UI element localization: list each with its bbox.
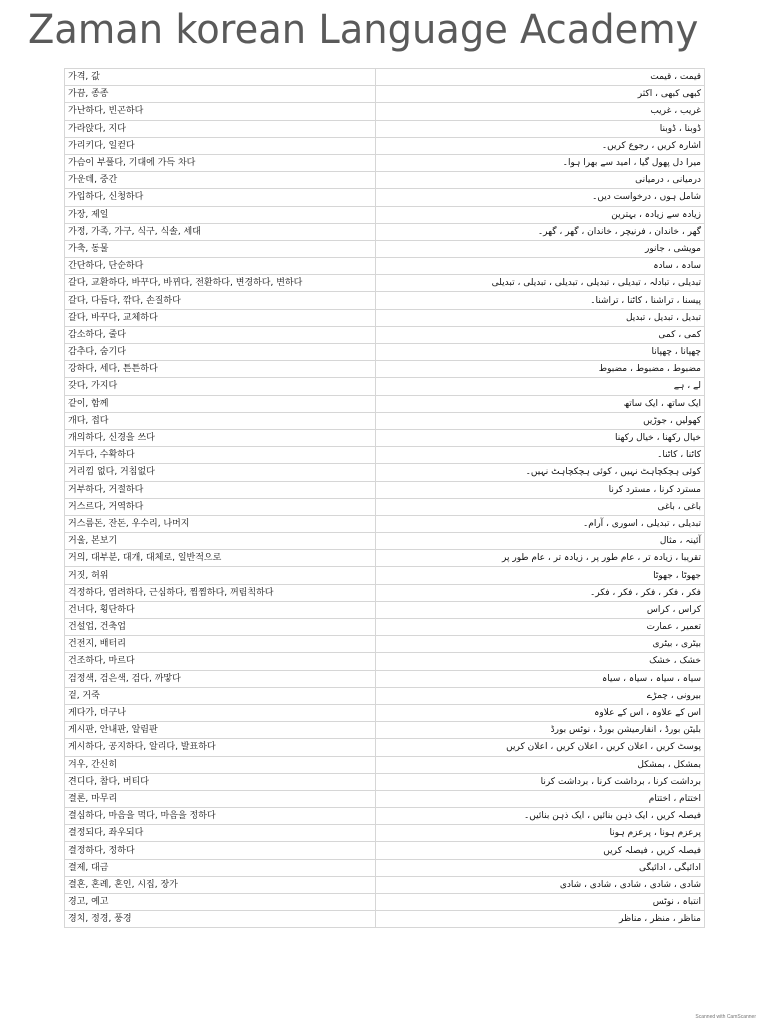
table-row (65, 120, 705, 137)
urdu-translation-cell: بلیٹن بورڈ ، انفارمیشن بورڈ ، نوٹس بورڈ (376, 722, 705, 739)
urdu-translation-cell: پرعزم ہونا ، پرعزم ہونا (376, 825, 705, 842)
urdu-translation-cell: آئینہ ، مثال (376, 533, 705, 550)
table-row (65, 378, 705, 395)
table-row (65, 722, 705, 739)
korean-term-cell: 거울, 본보기 (65, 533, 376, 550)
korean-term-cell: 갖다, 가지다 (65, 378, 376, 395)
urdu-translation-cell: کمی ، کمی (376, 326, 705, 343)
korean-term-cell: 같이, 함께 (65, 395, 376, 412)
urdu-translation-cell: ایک ساتھ ، ایک ساتھ (376, 395, 705, 412)
urdu-translation-cell: ادائیگی ، ادائیگی (376, 859, 705, 876)
urdu-translation-cell: پیسنا ، تراشنا ، کاٹنا ، تراشنا۔ (376, 292, 705, 309)
urdu-translation-cell: لے ، ہے (376, 378, 705, 395)
table-row (65, 773, 705, 790)
korean-term-cell: 거부하다, 거절하다 (65, 481, 376, 498)
urdu-translation-cell: مناظر ، منظر ، مناظر (376, 911, 705, 928)
table-row (65, 86, 705, 103)
table-row (65, 361, 705, 378)
korean-term-cell: 가운데, 중간 (65, 172, 376, 189)
korean-term-cell: 게시하다, 공지하다, 알리다, 발표하다 (65, 739, 376, 756)
table-row (65, 447, 705, 464)
table-row (65, 515, 705, 532)
page-title: Zaman korean Language Academy (28, 7, 699, 53)
table-row (65, 498, 705, 515)
korean-term-cell: 결제, 대금 (65, 859, 376, 876)
korean-term-cell: 검정색, 검은색, 검다, 까맣다 (65, 670, 376, 687)
urdu-translation-cell: تبدیل ، تبدیل ، تبدیل (376, 309, 705, 326)
urdu-translation-cell: شامل ہوں ، درخواست دیں۔ (376, 189, 705, 206)
korean-term-cell: 가라앉다, 지다 (65, 120, 376, 137)
table-row (65, 172, 705, 189)
korean-term-cell: 거의, 대부분, 대개, 대체로, 일반적으로 (65, 550, 376, 567)
table-row (65, 292, 705, 309)
table-row (65, 790, 705, 807)
korean-term-cell: 경고, 예고 (65, 894, 376, 911)
table-row (65, 567, 705, 584)
table-row (65, 756, 705, 773)
urdu-translation-cell: تعمیر ، عمارت (376, 619, 705, 636)
urdu-translation-cell: باغی ، باغی (376, 498, 705, 515)
urdu-translation-cell: کوئی ہچکچاہٹ نہیں ، کوئی ہچکچاہٹ نہیں۔ (376, 464, 705, 481)
korean-term-cell: 가리키다, 일컫다 (65, 137, 376, 154)
urdu-translation-cell: کراس ، کراس (376, 601, 705, 618)
table-row (65, 550, 705, 567)
urdu-translation-cell: خشک ، خشک (376, 653, 705, 670)
urdu-translation-cell: بیرونی ، چمڑے (376, 687, 705, 704)
table-row (65, 842, 705, 859)
table-row (65, 309, 705, 326)
korean-term-cell: 가끔, 종종 (65, 86, 376, 103)
korean-term-cell: 겉, 거죽 (65, 687, 376, 704)
korean-term-cell: 거두다, 수확하다 (65, 447, 376, 464)
urdu-translation-cell: مضبوط ، مضبوط ، مضبوط (376, 361, 705, 378)
korean-term-cell: 거짓, 허위 (65, 567, 376, 584)
urdu-translation-cell: برداشت کرنا ، برداشت کرنا ، برداشت کرنا (376, 773, 705, 790)
urdu-translation-cell: فیصلہ کریں ، فیصلہ کریں (376, 842, 705, 859)
table-row (65, 154, 705, 171)
korean-term-cell: 가입하다, 신청하다 (65, 189, 376, 206)
table-row (65, 258, 705, 275)
table-row (65, 601, 705, 618)
urdu-translation-cell: مویشی ، جانور (376, 240, 705, 257)
table-row (65, 533, 705, 550)
korean-term-cell: 건조하다, 마르다 (65, 653, 376, 670)
table-row (65, 704, 705, 721)
urdu-translation-cell: بیٹری ، بیٹری (376, 636, 705, 653)
vocabulary-table-body (65, 69, 705, 928)
korean-term-cell: 건너다, 횡단하다 (65, 601, 376, 618)
korean-term-cell: 갈다, 교환하다, 바꾸다, 바뀌다, 전환하다, 변경하다, 변하다 (65, 275, 376, 292)
urdu-translation-cell: اشارہ کریں ، رجوع کریں۔ (376, 137, 705, 154)
urdu-translation-cell: زیادہ سے زیادہ ، بہترین (376, 206, 705, 223)
scanner-watermark: Scanned with CamScanner (695, 1014, 756, 1020)
urdu-translation-cell: تقریبا ، زیادہ تر ، عام طور پر ، زیادہ تر ، عام طور پر (376, 550, 705, 567)
urdu-translation-cell: درمیانی ، درمیانی (376, 172, 705, 189)
urdu-translation-cell: انتباہ ، نوٹس (376, 894, 705, 911)
table-row (65, 894, 705, 911)
urdu-translation-cell: کاٹنا ، کاٹنا۔ (376, 447, 705, 464)
korean-term-cell: 거스르다, 거역하다 (65, 498, 376, 515)
korean-term-cell: 가장, 제일 (65, 206, 376, 223)
korean-term-cell: 결혼, 혼례, 혼인, 시집, 장가 (65, 876, 376, 893)
korean-term-cell: 건전지, 배터리 (65, 636, 376, 653)
korean-term-cell: 가격, 값 (65, 69, 376, 86)
korean-term-cell: 견디다, 참다, 버티다 (65, 773, 376, 790)
urdu-translation-cell: مسترد کرنا ، مسترد کرنا (376, 481, 705, 498)
korean-term-cell: 강하다, 세다, 튼튼하다 (65, 361, 376, 378)
table-row (65, 223, 705, 240)
korean-term-cell: 개다, 접다 (65, 412, 376, 429)
table-row (65, 206, 705, 223)
korean-term-cell: 게시판, 안내판, 알림판 (65, 722, 376, 739)
urdu-translation-cell: کبھی کبھی ، اکثر (376, 86, 705, 103)
urdu-translation-cell: جھوٹا ، جھوٹا (376, 567, 705, 584)
urdu-translation-cell: غریب ، غریب (376, 103, 705, 120)
urdu-translation-cell: خیال رکھنا ، خیال رکھنا (376, 429, 705, 446)
korean-term-cell: 간단하다, 단순하다 (65, 258, 376, 275)
urdu-translation-cell: فکر ، فکر ، فکر ، فکر ، فکر۔ (376, 584, 705, 601)
urdu-translation-cell: سیاہ ، سیاہ ، سیاہ ، سیاہ (376, 670, 705, 687)
urdu-translation-cell: بمشکل ، بمشکل (376, 756, 705, 773)
korean-term-cell: 경치, 정경, 풍경 (65, 911, 376, 928)
vocabulary-table (64, 68, 705, 928)
table-row (65, 344, 705, 361)
table-row (65, 739, 705, 756)
urdu-translation-cell: شادی ، شادی ، شادی ، شادی ، شادی (376, 876, 705, 893)
urdu-translation-cell: کھولیں ، جوڑیں (376, 412, 705, 429)
table-row (65, 825, 705, 842)
table-row (65, 636, 705, 653)
urdu-translation-cell: چھپانا ، چھپانا (376, 344, 705, 361)
table-row (65, 137, 705, 154)
korean-term-cell: 걱정하다, 염려하다, 근심하다, 찜찜하다, 꺼림칙하다 (65, 584, 376, 601)
table-row (65, 584, 705, 601)
korean-term-cell: 개의하다, 신경을 쓰다 (65, 429, 376, 446)
table-row (65, 412, 705, 429)
korean-term-cell: 가슴이 부풀다, 기대에 가득 차다 (65, 154, 376, 171)
table-row (65, 653, 705, 670)
urdu-translation-cell: پوسٹ کریں ، اعلان کریں ، اعلان کریں ، اعلان کریں (376, 739, 705, 756)
korean-term-cell: 갈다, 바꾸다, 교체하다 (65, 309, 376, 326)
urdu-translation-cell: قیمت ، قیمت (376, 69, 705, 86)
table-row (65, 189, 705, 206)
korean-term-cell: 거리낌 없다, 거침없다 (65, 464, 376, 481)
korean-term-cell: 가난하다, 빈곤하다 (65, 103, 376, 120)
table-row (65, 103, 705, 120)
table-row (65, 69, 705, 86)
urdu-translation-cell: میرا دل پھول گیا ، امید سے بھرا ہوا۔ (376, 154, 705, 171)
table-row (65, 481, 705, 498)
urdu-translation-cell: تبدیلی ، تبدیلی ، اسوری ، آرام۔ (376, 515, 705, 532)
table-row (65, 395, 705, 412)
korean-term-cell: 결정하다, 정하다 (65, 842, 376, 859)
table-row (65, 876, 705, 893)
table-row (65, 275, 705, 292)
korean-term-cell: 감소하다, 줄다 (65, 326, 376, 343)
urdu-translation-cell: گھر ، خاندان ، فرنیچر ، خاندان ، گھر ، گھر۔ (376, 223, 705, 240)
korean-term-cell: 가축, 동물 (65, 240, 376, 257)
table-row (65, 240, 705, 257)
korean-term-cell: 결론, 마무리 (65, 790, 376, 807)
korean-term-cell: 결정되다, 좌우되다 (65, 825, 376, 842)
korean-term-cell: 가정, 가족, 가구, 식구, 식솔, 세대 (65, 223, 376, 240)
korean-term-cell: 건설업, 건축업 (65, 619, 376, 636)
table-row (65, 670, 705, 687)
urdu-translation-cell: فیصلہ کریں ، ایک ذہن بنائیں ، ایک ذہن بنائیں۔ (376, 808, 705, 825)
table-row (65, 326, 705, 343)
korean-term-cell: 결심하다, 마음을 먹다, 마음을 정하다 (65, 808, 376, 825)
urdu-translation-cell: ڈوبنا ، ڈوبنا (376, 120, 705, 137)
urdu-translation-cell: اختتام ، اختتام (376, 790, 705, 807)
table-row (65, 808, 705, 825)
korean-term-cell: 감추다, 숨기다 (65, 344, 376, 361)
urdu-translation-cell: اس کے علاوہ ، اس کے علاوہ (376, 704, 705, 721)
urdu-translation-cell: سادہ ، سادہ (376, 258, 705, 275)
table-row (65, 619, 705, 636)
table-row (65, 464, 705, 481)
korean-term-cell: 게다가, 더구나 (65, 704, 376, 721)
table-row (65, 911, 705, 928)
korean-term-cell: 겨우, 간신히 (65, 756, 376, 773)
korean-term-cell: 거스름돈, 잔돈, 우수리, 나머지 (65, 515, 376, 532)
table-row (65, 687, 705, 704)
table-row (65, 859, 705, 876)
table-row (65, 429, 705, 446)
urdu-translation-cell: تبدیلی ، تبادلہ ، تبدیلی ، تبدیلی ، تبدیلی ، تبدیلی ، تبدیلی (376, 275, 705, 292)
korean-term-cell: 갈다, 다듬다, 깎다, 손질하다 (65, 292, 376, 309)
